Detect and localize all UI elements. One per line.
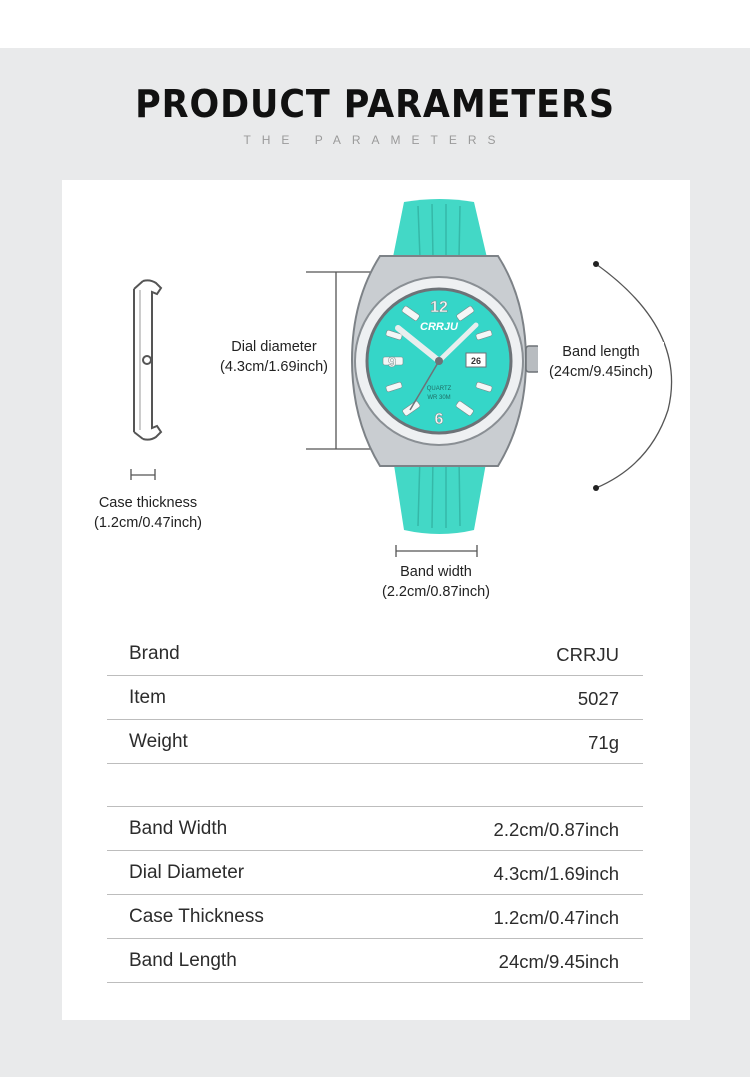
spec-key-case-thickness: Case Thickness bbox=[129, 906, 264, 927]
spec-table bbox=[107, 632, 643, 983]
table-row bbox=[107, 939, 643, 983]
page-subtitle: THE PARAMETERS bbox=[243, 133, 507, 147]
spec-key-band-width: Band Width bbox=[129, 818, 228, 839]
spec-value-case-thickness: 1.2cm/0.47inch bbox=[493, 907, 619, 928]
band-width-title: Band width bbox=[400, 564, 472, 580]
spec-key-dial-diameter: Dial Diameter bbox=[129, 862, 245, 883]
case-thickness-title: Case thickness bbox=[98, 495, 198, 511]
watch-side-profile bbox=[134, 280, 161, 439]
spec-value-band-width: 2.2cm/0.87inch bbox=[493, 819, 619, 840]
date-number: 26 bbox=[470, 356, 482, 366]
table-row bbox=[107, 632, 643, 676]
brand-logo: CRRJU bbox=[420, 321, 458, 333]
strap-top bbox=[392, 199, 488, 262]
table-row bbox=[107, 676, 643, 720]
spec-value-band-length: 24cm/9.45inch bbox=[498, 951, 619, 972]
dial-diameter-value: (4.3cm/1.69inch) bbox=[220, 359, 328, 375]
spec-key-weight: Weight bbox=[129, 731, 188, 752]
case-thickness-bracket bbox=[131, 469, 155, 480]
table-divider-row bbox=[107, 764, 643, 807]
table-row bbox=[107, 720, 643, 764]
numeral-9: 9 bbox=[387, 354, 397, 371]
watch-front bbox=[352, 199, 540, 534]
band-width-value: (2.2cm/0.87inch) bbox=[382, 584, 490, 600]
spec-value-brand: CRRJU bbox=[556, 644, 619, 665]
spec-value-dial-diameter: 4.3cm/1.69inch bbox=[493, 863, 619, 884]
case-thickness-value: (1.2cm/0.47inch) bbox=[94, 515, 202, 531]
spec-value-weight: 71g bbox=[588, 732, 619, 753]
band-length-title: Band length bbox=[562, 344, 640, 360]
numeral-6: 6 bbox=[434, 411, 444, 428]
spec-key-band-length: Band Length bbox=[129, 950, 237, 971]
spec-key-brand: Brand bbox=[129, 643, 180, 664]
spec-key-item: Item bbox=[129, 687, 166, 708]
numeral-12: 12 bbox=[430, 299, 448, 316]
band-width-label bbox=[366, 562, 506, 602]
table-row bbox=[107, 807, 643, 851]
page-title: PRODUCT PARAMETERS bbox=[135, 82, 615, 126]
dial-text-quartz: QUARTZ bbox=[426, 386, 452, 392]
dial-text-wr: WR 30M bbox=[427, 395, 451, 401]
band-width-bracket bbox=[396, 545, 477, 557]
band-length-label bbox=[538, 342, 664, 382]
spec-value-item: 5027 bbox=[577, 688, 619, 709]
band-length-value: (24cm/9.45inch) bbox=[549, 364, 653, 380]
case-thickness-label bbox=[70, 493, 226, 533]
dial-diameter-label bbox=[206, 337, 342, 377]
table-row bbox=[107, 895, 643, 939]
dial-diameter-title: Dial diameter bbox=[231, 339, 317, 355]
table-row bbox=[107, 851, 643, 895]
